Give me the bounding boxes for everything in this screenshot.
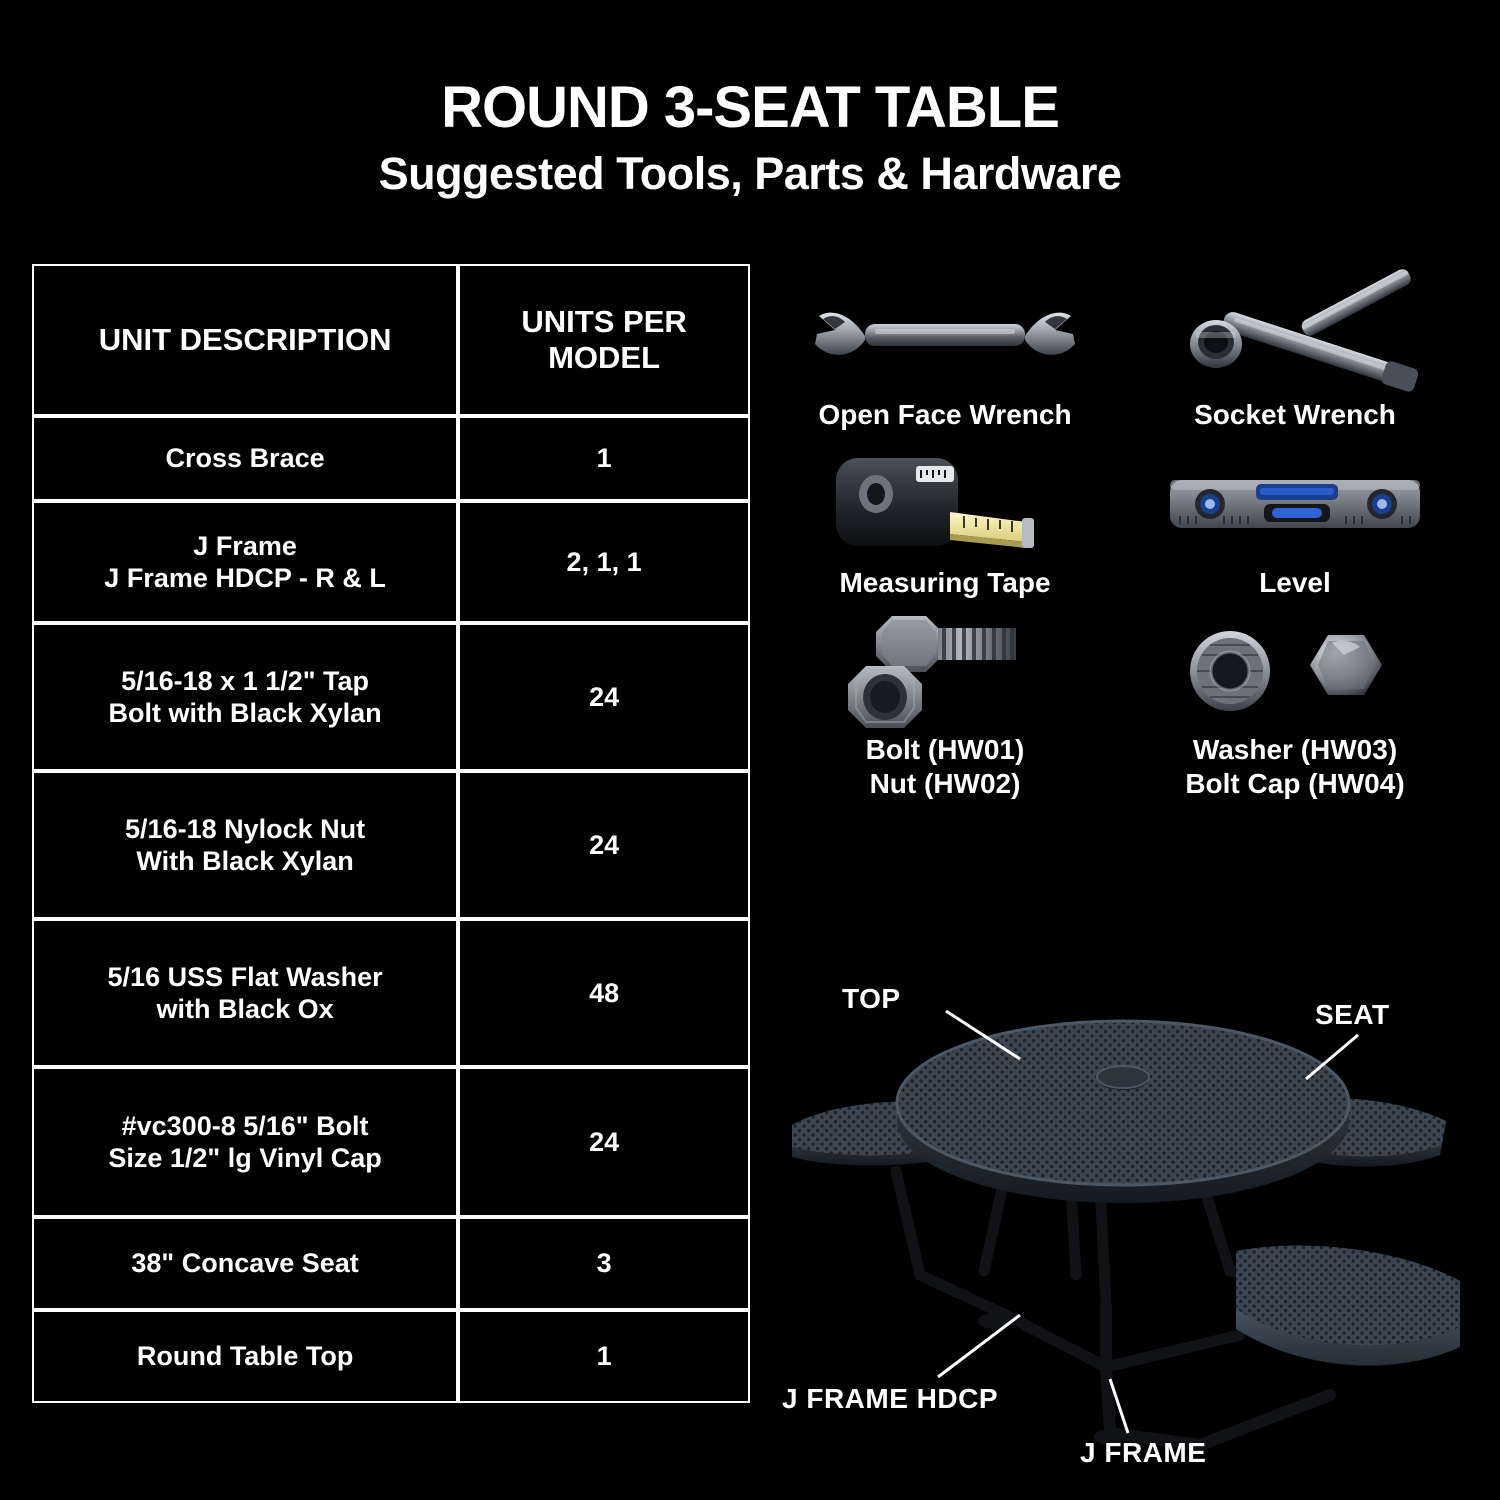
desc-line: with Black Ox	[156, 994, 334, 1024]
callout-top: TOP	[842, 983, 901, 1014]
page-title: ROUND 3-SEAT TABLE	[441, 75, 1059, 140]
open-face-wrench-icon	[805, 282, 1085, 390]
tool-label-line1: Bolt (HW01)	[865, 734, 1025, 766]
tool-measuring-tape	[770, 450, 1120, 600]
desc-line: 5/16 USS Flat Washer	[107, 961, 383, 992]
table-row	[32, 623, 750, 771]
page-subtitle: Suggested Tools, Parts & Hardware	[378, 147, 1122, 199]
cell-description	[32, 501, 458, 623]
header	[0, 75, 1500, 199]
cell-description	[32, 1067, 458, 1217]
parts-table	[32, 264, 750, 1403]
tool-level	[1120, 450, 1470, 600]
table-row	[32, 1310, 750, 1403]
desc-line: J Frame	[193, 530, 297, 561]
column-header-units-line1: UNITS PER	[521, 304, 687, 340]
table-row	[32, 771, 750, 919]
table-row	[32, 919, 750, 1067]
table-row	[32, 501, 750, 623]
product-illustration	[770, 975, 1480, 1480]
cell-units: 24	[458, 623, 750, 771]
cell-units: 3	[458, 1217, 750, 1310]
tool-label-line2: Bolt Cap (HW04)	[1185, 767, 1405, 799]
cell-description	[32, 771, 458, 919]
cell-units: 24	[458, 1067, 750, 1217]
tool-label: Level	[1259, 566, 1331, 598]
cell-units: 1	[458, 1310, 750, 1403]
seat-front-right	[1236, 1246, 1460, 1366]
cell-units: 24	[458, 771, 750, 919]
cell-description	[32, 1310, 458, 1403]
table-top	[897, 1021, 1349, 1203]
tools-legend	[770, 282, 1470, 800]
tool-socket-wrench	[1120, 282, 1470, 432]
desc-line: J Frame HDCP - R & L	[104, 563, 386, 593]
tool-label: Open Face Wrench	[818, 399, 1072, 430]
desc-line: 5/16-18 x 1 1/2" Tap	[121, 665, 370, 696]
desc-line: 38" Concave Seat	[131, 1248, 359, 1279]
cell-units: 1	[458, 416, 750, 501]
desc-line: 5/16-18 Nylock Nut	[125, 813, 366, 844]
callout-seat: SEAT	[1315, 999, 1390, 1030]
tool-label	[1185, 733, 1404, 800]
tool-label: Socket Wrench	[1194, 399, 1396, 430]
callout-j-frame: J FRAME	[1080, 1437, 1207, 1468]
desc-line: Size 1/2" lg Vinyl Cap	[108, 1143, 382, 1173]
table-body	[32, 416, 750, 1403]
tool-open-face-wrench	[770, 282, 1120, 432]
desc-line: Round Table Top	[136, 1341, 354, 1372]
desc-line: Cross Brace	[165, 443, 325, 474]
measuring-tape-icon	[830, 450, 1060, 558]
cell-description	[32, 623, 458, 771]
cell-description	[32, 1217, 458, 1310]
desc-line: With Black Xylan	[136, 846, 354, 876]
tool-bolt-and-nut	[770, 617, 1120, 800]
cell-units: 2, 1, 1	[458, 501, 750, 623]
column-header-units-line2: MODEL	[548, 340, 661, 375]
column-header-units	[458, 264, 750, 416]
tool-label	[866, 733, 1025, 800]
tool-label-line2: Nut (HW02)	[869, 767, 1021, 799]
tools-grid	[770, 282, 1470, 800]
desc-line: #vc300-8 5/16" Bolt	[121, 1110, 369, 1141]
desc-line: Bolt with Black Xylan	[108, 698, 382, 728]
bolt-and-nut-icon	[820, 617, 1070, 725]
tool-label: Measuring Tape	[839, 566, 1051, 598]
level-icon	[1160, 450, 1430, 558]
table-row	[32, 1217, 750, 1310]
cell-description	[32, 919, 458, 1067]
callout-j-frame-hdcp: J FRAME HDCP	[782, 1383, 999, 1414]
tool-washer-and-bolt-cap	[1120, 617, 1470, 800]
washer-and-bolt-cap-icon	[1170, 617, 1420, 725]
socket-wrench-icon	[1150, 282, 1440, 390]
table-header-row	[32, 264, 750, 416]
cell-units: 48	[458, 919, 750, 1067]
table-header	[32, 264, 750, 416]
table-row	[32, 416, 750, 501]
tool-label-line1: Washer (HW03)	[1192, 734, 1398, 766]
column-header-description: UNIT DESCRIPTION	[32, 264, 458, 416]
cell-description	[32, 416, 458, 501]
table-row	[32, 1067, 750, 1217]
